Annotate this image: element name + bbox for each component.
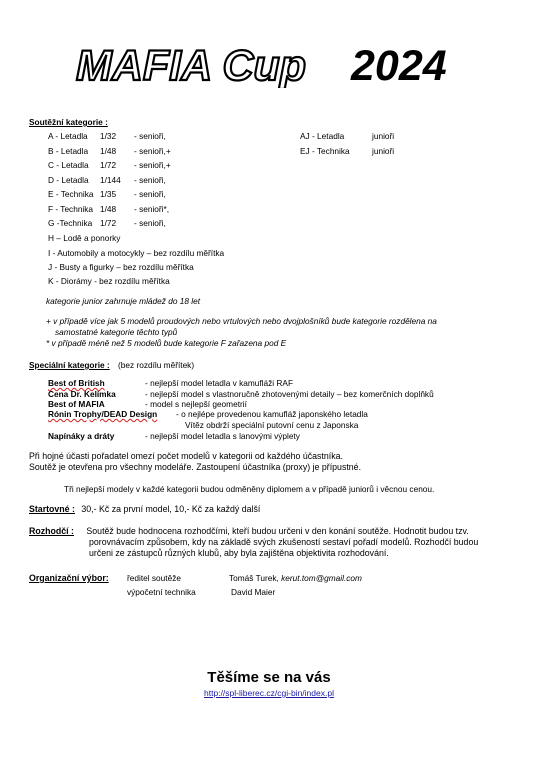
note-line-2: Soutěž je otevřena pro všechny modeláře. Zastoupení účastníka (proxy) je přípustné. (29, 462, 362, 472)
title-year: 2024 (351, 42, 447, 88)
committee-member: David Maier (231, 587, 276, 597)
website-link[interactable]: http://spl-liberec.cz/cgi-bin/index.pl (204, 688, 334, 698)
fee-text: 30,- Kč za první model, 10,- Kč za každý další (81, 504, 261, 514)
category-row (48, 146, 171, 157)
judging-line-3: určeni ze zástupců různých klubů, aby byla zajištěna objektivita rozhodování. (89, 548, 389, 558)
category-row (48, 189, 166, 200)
category-k: K - Diorámy - bez rozdílu měřítka (48, 276, 170, 286)
category-note: - senioři,+ (134, 146, 171, 156)
note-plus-2: samostatné kategorie těchto typů (55, 327, 178, 337)
category-j: J - Busty a figurky – bez rozdílu měřítka (48, 262, 194, 272)
category-i: I - Automobily a motocykly – bez rozdílu měřítka (48, 248, 225, 258)
note-star: * v případě méně než 5 modelů bude kategorie F zařazena pod E (46, 338, 287, 348)
category-scale: 1/144 (100, 175, 121, 185)
category-scale: 1/72 (100, 160, 117, 170)
junior-row: AJ - Letadla junioři (300, 131, 395, 141)
committee-member: Tomáš Turek, kerut.tom@gmail.com (229, 573, 362, 583)
category-note: - senioři, (134, 175, 166, 185)
category-scale: 1/35 (100, 189, 117, 199)
special-item: Cena Dr. Kelímka - nejlepší model s vlastnoručně zhotovenými detaily – bez komerčních doplňků (48, 389, 434, 399)
category-code: A - Letadla (48, 131, 88, 141)
category-note: - senioři,+ (134, 160, 171, 170)
junior-row: EJ - Technika junioři (300, 146, 395, 156)
title-banner (0, 38, 538, 88)
category-row (48, 218, 166, 229)
special-item: Best of MAFIA - model s nejlepší geometrií (48, 399, 247, 409)
category-code: C - Letadla (48, 160, 89, 170)
special-item: Rónin Trophy/DEAD Design - o nejlépe provedenou kamufláž japonského letadla (48, 409, 368, 419)
committee-role: ředitel soutěže (127, 573, 181, 583)
judging-line-1: Soutěž bude hodnocena rozhodčími, kteří budou určeni v den konání soutěže. Hodnotit budou tzv. (86, 526, 469, 536)
junior-note: kategorie junior zahrnuje mládež do 18 let (46, 296, 201, 306)
note-plus-1: + v případě více jak 5 modelů proudových nebo vrtulových nebo dvojplošníků bude kategorie rozdělena na (46, 316, 437, 326)
title-outline-text: MAFIA Cup (76, 42, 307, 88)
judging-row (29, 526, 469, 537)
competition-heading: Soutěžní kategorie : (29, 117, 108, 127)
special-item: Napínáky a dráty - nejlepší model letadla s lanovými výplety (48, 431, 300, 441)
category-code: D - Letadla (48, 175, 89, 185)
greeting: Těšíme se na vás (207, 669, 331, 686)
category-scale: 1/48 (100, 204, 117, 214)
judging-line-2: porovnávacím způsobem, kdy na základě svých zkušeností sestaví pořadí modelů. Rozhodčí budou (89, 537, 479, 547)
judging-label: Rozhodčí : (29, 526, 74, 536)
category-code: G -Technika (48, 218, 93, 228)
category-scale: 1/32 (100, 131, 117, 141)
category-scale: 1/72 (100, 218, 117, 228)
category-note: - senioři*, (134, 204, 170, 214)
category-code: E - Technika (48, 189, 94, 199)
awards-note: Tři nejlepší modely v každé kategorii budou odměněny diplomem a v případě juniorů i věcnou cenou. (64, 484, 435, 494)
committee-label: Organizační výbor: (29, 573, 109, 583)
category-code: B - Letadla (48, 146, 89, 156)
committee-role: výpočetní technika (127, 587, 196, 597)
special-item: Best of British - nejlepší model letadla v kamufláži RAF (48, 378, 294, 388)
fee-row (29, 504, 260, 515)
category-row (48, 160, 171, 171)
category-row (48, 175, 166, 186)
category-note: - senioři, (134, 131, 166, 141)
category-row (48, 131, 166, 142)
committee-email: kerut.tom@gmail.com (281, 573, 362, 583)
category-row (48, 204, 170, 215)
category-scale: 1/48 (100, 146, 117, 156)
category-code: F - Technika (48, 204, 94, 214)
category-h: H – Lodě a ponorky (48, 233, 121, 243)
category-note: - senioři, (134, 189, 166, 199)
special-subheading: (bez rozdílu měřítek) (118, 360, 195, 370)
special-item-note: Vítěz obdrží speciální putovní cenu z Japonska (185, 420, 359, 430)
note-line-1: Při hojné účasti pořadatel omezí počet modelů v kategorii od každého účastníka. (29, 451, 343, 461)
special-heading: Speciální kategorie : (29, 360, 110, 370)
special-heading-row (29, 360, 194, 371)
category-note: - senioři, (134, 218, 166, 228)
fee-label: Startovné : (29, 504, 75, 514)
